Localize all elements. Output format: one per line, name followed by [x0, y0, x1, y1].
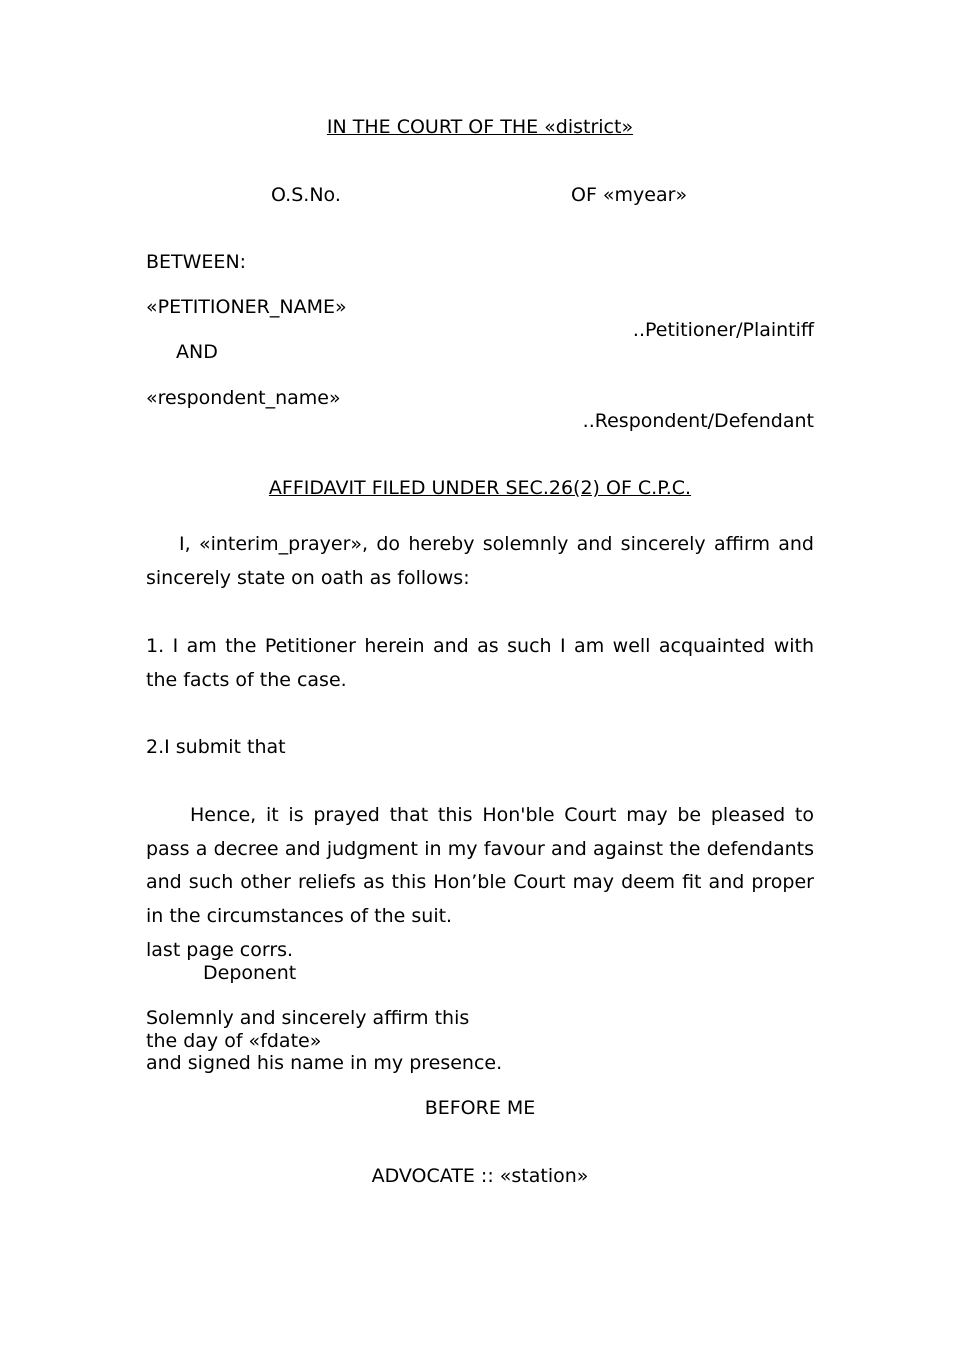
affirm-line-3: and signed his name in my presence.	[146, 1052, 503, 1074]
advocate-line: ADVOCATE :: «station»	[371, 1165, 589, 1187]
point-two: 2.I submit that	[146, 736, 286, 758]
and-label: AND	[176, 341, 218, 363]
respondent-role: ..Respondent/Defendant	[582, 410, 814, 432]
respondent-name: «respondent_name»	[146, 387, 341, 409]
affidavit-intro: I, «interim_prayer», do hereby solemnly and sincerely affirm and sincerely state on oath as follows:	[146, 533, 814, 589]
petitioner-role: ..Petitioner/Plaintiff	[632, 319, 814, 341]
court-heading: IN THE COURT OF THE «district»	[326, 116, 634, 138]
before-me-label: BEFORE ME	[424, 1097, 536, 1119]
affirm-line-2: the day of «fdate»	[146, 1030, 322, 1052]
prayer-paragraph: Hence, it is prayed that this Hon'ble Court may be pleased to pass a decree and judgment in my favour and against the defendants and such other reliefs as this Hon’ble Court may deem fit and proper in the circumstances of the suit.	[146, 804, 814, 927]
deponent-label: Deponent	[203, 962, 297, 984]
affirm-line-1: Solemnly and sincerely affirm this	[146, 1007, 470, 1029]
last-page-note: last page corrs.	[146, 939, 294, 961]
case-year: OF «myear»	[571, 184, 688, 206]
point-one: 1. I am the Petitioner herein and as such I am well acquainted with the facts of the case.	[146, 635, 814, 691]
between-label: BETWEEN:	[146, 251, 247, 273]
case-number: O.S.No.	[271, 184, 341, 206]
affidavit-title: AFFIDAVIT FILED UNDER SEC.26(2) OF C.P.C.	[268, 477, 692, 499]
petitioner-name: «PETITIONER_NAME»	[146, 296, 347, 318]
